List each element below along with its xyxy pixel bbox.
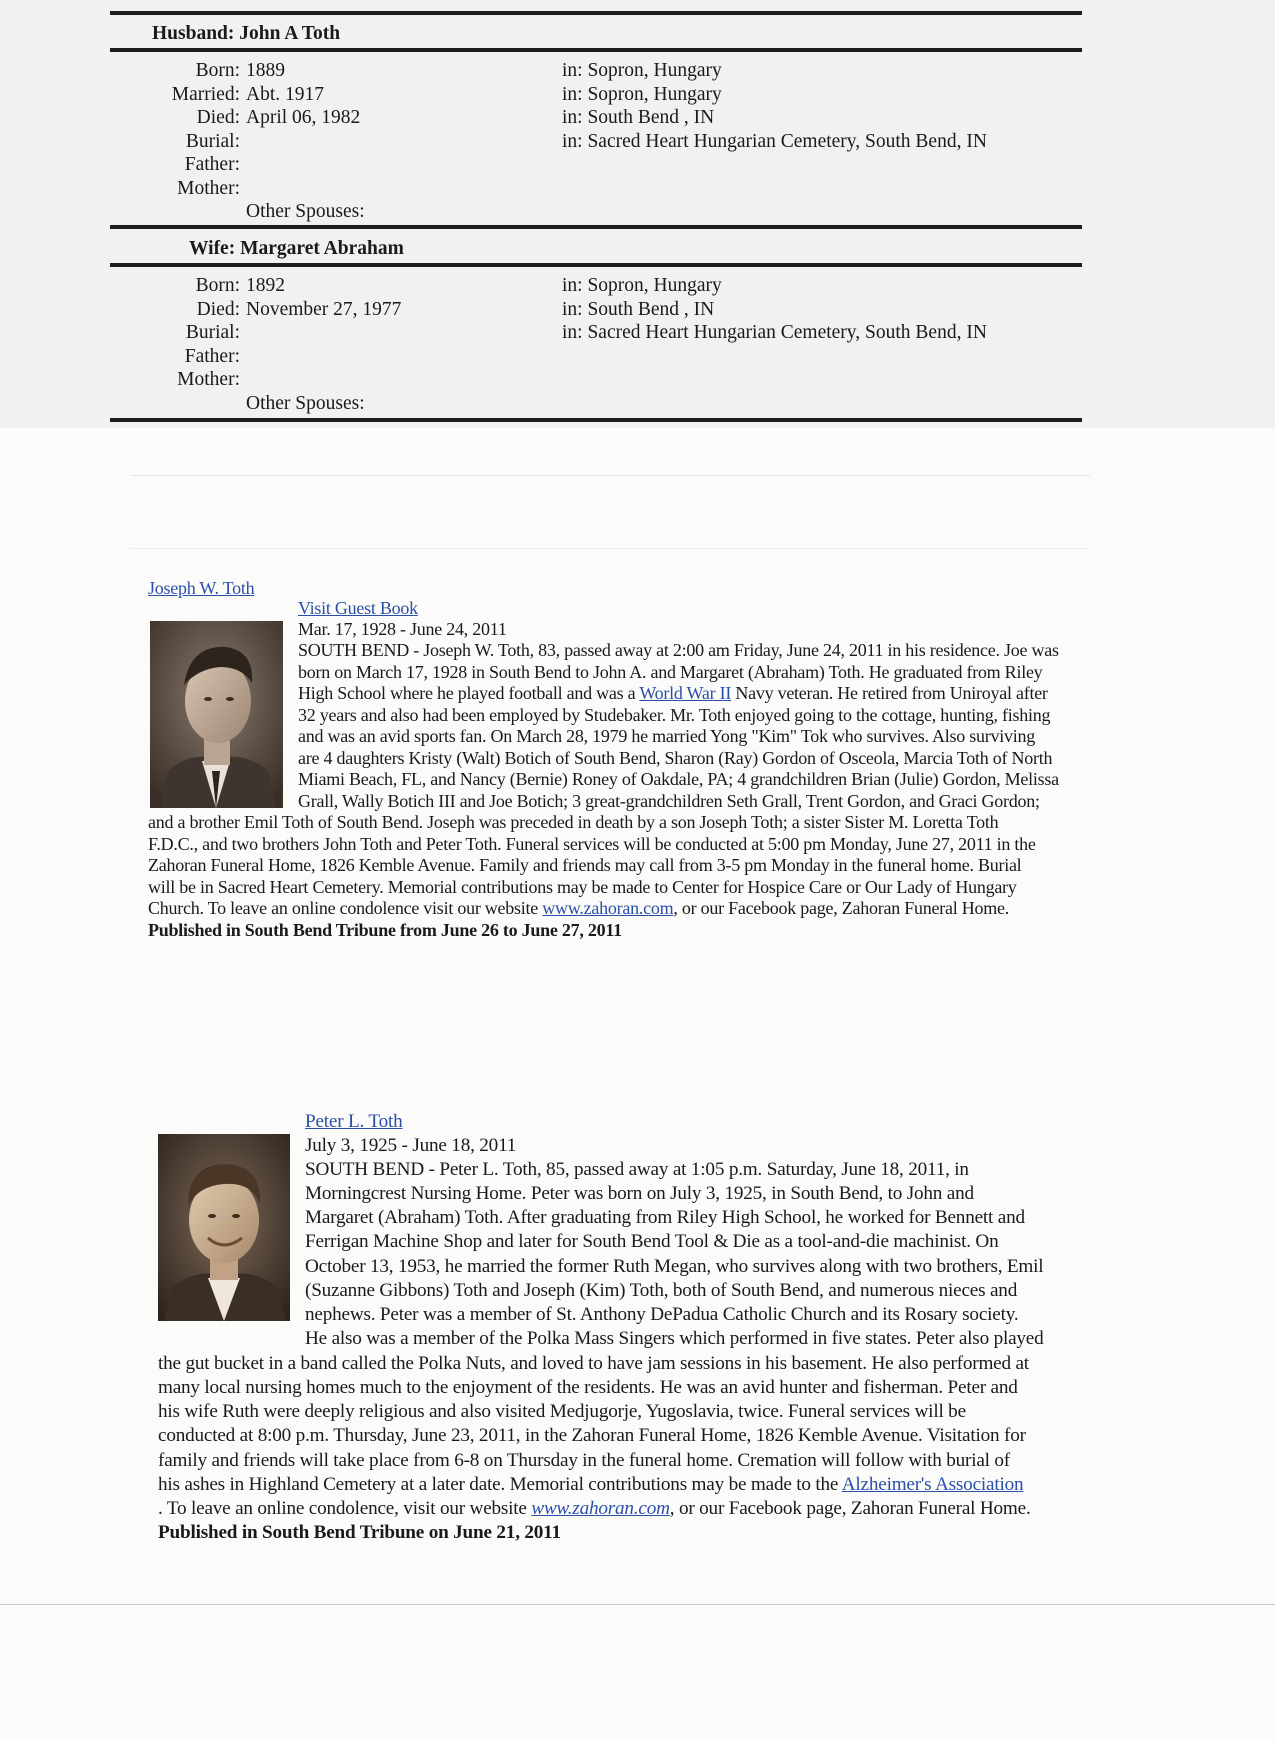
joseph-line: are 4 daughters Kristy (Walt) Botich of South Bend, Sharon (Ray) Gordon of Osceola, Marcia Toth of North bbox=[298, 748, 1053, 768]
peter-line: conducted at 8:00 p.m. Thursday, June 23, 2011, in the Zahoran Funeral Home, 1826 Kemble Avenue. Visitation for bbox=[158, 1425, 1026, 1446]
husband-born-value: 1889 bbox=[246, 60, 285, 81]
peter-line: his wife Ruth were deeply religious and also visited Medjugorje, Yugoslavia, twice. Funeral services will be bbox=[158, 1401, 966, 1422]
husband-married-value: Abt. 1917 bbox=[246, 84, 324, 105]
wife-born-label: Born: bbox=[195, 275, 240, 296]
wife-died-label: Died: bbox=[196, 299, 240, 320]
husband-header bbox=[152, 22, 340, 45]
peter-line: Ferrigan Machine Shop and later for South Bend Tool & Die as a tool-and-die machinist. On bbox=[305, 1231, 999, 1252]
joseph-line: Zahoran Funeral Home, 1826 Kemble Avenue. Family and friends may call from 3-5 pm Monday in the funeral home. Burial bbox=[148, 855, 1022, 875]
joseph-dates: Mar. 17, 1928 - June 24, 2011 bbox=[298, 619, 507, 639]
peter-line bbox=[158, 1497, 1031, 1521]
husband-burial-place: in: Sacred Heart Hungarian Cemetery, South Bend, IN bbox=[562, 131, 987, 152]
joseph-line-text: High School where he played football and was a bbox=[298, 683, 640, 703]
husband-other-spouses: Other Spouses: bbox=[246, 201, 365, 222]
husband-died-value: April 06, 1982 bbox=[246, 107, 361, 128]
wife-header bbox=[189, 237, 404, 260]
peter-name-link[interactable]: Peter L. Toth bbox=[305, 1111, 403, 1132]
husband-died-label: Died: bbox=[196, 107, 240, 128]
peter-line: He also was a member of the Polka Mass Singers which performed in five states. Peter also played bbox=[305, 1328, 1044, 1349]
joseph-line: F.D.C., and two brothers John Toth and Peter Toth. Funeral services will be conducted at 5:00 pm Monday, June 27, 2011 in the bbox=[148, 834, 1036, 854]
peter-line: Morningcrest Nursing Home. Peter was born on July 3, 1925, in South Bend, to John and bbox=[305, 1183, 974, 1204]
wife-born-value: 1892 bbox=[246, 275, 285, 296]
shadow-rule bbox=[130, 548, 1090, 549]
joseph-line: Miami Beach, FL, and Nancy (Bernie) Roney of Oakdale, PA; 4 grandchildren Brian (Julie) Gordon, Melissa bbox=[298, 769, 1059, 789]
husband-married-label: Married: bbox=[171, 84, 240, 105]
wife-mother-label: Mother: bbox=[177, 369, 240, 390]
wife-died-value: November 27, 1977 bbox=[246, 299, 402, 320]
joseph-line: and a brother Emil Toth of South Bend. Joseph was preceded in death by a son Joseph Toth; a sister Sister M. Loretta Toth bbox=[148, 812, 999, 832]
wife-burial-place: in: Sacred Heart Hungarian Cemetery, South Bend, IN bbox=[562, 322, 987, 343]
peter-line: October 13, 1953, he married the former Ruth Megan, who survives along with two brothers, Emil bbox=[305, 1256, 1044, 1277]
visit-guest-book-link[interactable]: Visit Guest Book bbox=[298, 598, 418, 618]
husband-mother-label: Mother: bbox=[177, 178, 240, 199]
joseph-line: 32 years and also had been employed by Studebaker. Mr. Toth enjoyed going to the cottage, hunting, fishing bbox=[298, 705, 1051, 725]
joseph-published-note: Published in South Bend Tribune from June 26 to June 27, 2011 bbox=[148, 920, 622, 940]
peter-line: (Suzanne Gibbons) Toth and Joseph (Kim) Toth, both of South Bend, and numerous nieces and bbox=[305, 1280, 1018, 1301]
shadow-rule bbox=[130, 475, 1090, 476]
peter-published-note: Published in South Bend Tribune on June 21, 2011 bbox=[158, 1522, 561, 1543]
peter-line bbox=[158, 1473, 1023, 1497]
wife-top-rule bbox=[110, 225, 1082, 229]
peter-line: nephews. Peter was a member of St. Anthony DePadua Catholic Church and its Rosary society. bbox=[305, 1304, 1019, 1325]
wife-other-spouses: Other Spouses: bbox=[246, 393, 365, 414]
peter-line: the gut bucket in a band called the Polka Nuts, and loved to have jam sessions in his basement. He also performed at bbox=[158, 1353, 1029, 1374]
joseph-name-link[interactable]: Joseph W. Toth bbox=[148, 578, 255, 598]
joseph-line bbox=[298, 683, 1048, 705]
peter-portrait-photo bbox=[158, 1134, 290, 1321]
wife-father-label: Father: bbox=[184, 346, 240, 367]
husband-top-rule bbox=[110, 11, 1082, 15]
wife-burial-label: Burial: bbox=[185, 322, 240, 343]
joseph-line: Grall, Wally Botich III and Joe Botich; 3 great-grandchildren Seth Grall, Trent Gordon, and Graci Gordon; bbox=[298, 791, 1040, 811]
joseph-line-text: Navy veteran. He retired from Uniroyal after bbox=[731, 683, 1048, 703]
alzheimers-association-link[interactable]: Alzheimer's Association bbox=[841, 1474, 1024, 1495]
joseph-line: SOUTH BEND - Joseph W. Toth, 83, passed away at 2:00 am Friday, June 24, 2011 in his residence. Joe was bbox=[298, 640, 1059, 660]
page-fold-line bbox=[0, 1604, 1275, 1605]
husband-father-label: Father: bbox=[184, 154, 240, 175]
wife-label: Wife: bbox=[189, 238, 236, 259]
peter-portrait-svg bbox=[158, 1134, 290, 1321]
husband-burial-label: Burial: bbox=[185, 131, 240, 152]
joseph-portrait-svg bbox=[150, 621, 283, 808]
joseph-line: born on March 17, 1928 in South Bend to John A. and Margaret (Abraham) Toth. He graduated from Riley bbox=[298, 662, 1043, 682]
peter-line-text: . To leave an online condolence, visit our website bbox=[158, 1498, 532, 1519]
joseph-line bbox=[148, 898, 1009, 920]
world-war-ii-link[interactable]: World War II bbox=[639, 683, 732, 703]
husband-born-label: Born: bbox=[195, 60, 240, 81]
peter-line-text: his ashes in Highland Cemetery at a later date. Memorial contributions may be made to the bbox=[158, 1474, 842, 1495]
sheet-end-rule bbox=[110, 418, 1082, 422]
peter-line: family and friends will take place from 6-8 on Thursday in the funeral home. Cremation will follow with burial of bbox=[158, 1450, 1010, 1471]
peter-line: SOUTH BEND - Peter L. Toth, 85, passed away at 1:05 p.m. Saturday, June 18, 2011, in bbox=[305, 1159, 969, 1180]
wife-born-place: in: Sopron, Hungary bbox=[562, 275, 722, 296]
zahoran-website-link[interactable]: www.zahoran.com bbox=[542, 898, 674, 918]
wife-bottom-rule bbox=[110, 263, 1082, 267]
peter-line-text: , or our Facebook page, Zahoran Funeral Home. bbox=[669, 1498, 1031, 1519]
husband-name: John A Toth bbox=[239, 23, 341, 44]
joseph-line-text: , or our Facebook page, Zahoran Funeral Home. bbox=[673, 898, 1009, 918]
wife-died-place: in: South Bend , IN bbox=[562, 299, 715, 320]
joseph-line-text: Church. To leave an online condolence visit our website bbox=[148, 898, 543, 918]
wife-name: Margaret Abraham bbox=[240, 238, 404, 259]
husband-died-place: in: South Bend , IN bbox=[562, 107, 715, 128]
joseph-line: will be in Sacred Heart Cemetery. Memorial contributions may be made to Center for Hospice Care or Our Lady of Hungary bbox=[148, 877, 1017, 897]
zahoran-website-link[interactable]: www.zahoran.com bbox=[531, 1498, 670, 1519]
peter-dates: July 3, 1925 - June 18, 2011 bbox=[305, 1135, 517, 1156]
husband-label: Husband: bbox=[152, 23, 235, 44]
husband-married-place: in: Sopron, Hungary bbox=[562, 84, 722, 105]
joseph-portrait-photo bbox=[150, 621, 283, 808]
husband-bottom-rule bbox=[110, 48, 1082, 52]
peter-line: Margaret (Abraham) Toth. After graduating from Riley High School, he worked for Bennett and bbox=[305, 1207, 1025, 1228]
peter-line: many local nursing homes much to the enjoyment of the residents. He was an avid hunter and fisherman. Peter and bbox=[158, 1377, 1018, 1398]
joseph-line: and was an avid sports fan. On March 28, 1979 he married Yong "Kim" Tok who survives. Also surviving bbox=[298, 726, 1036, 746]
husband-born-place: in: Sopron, Hungary bbox=[562, 60, 722, 81]
